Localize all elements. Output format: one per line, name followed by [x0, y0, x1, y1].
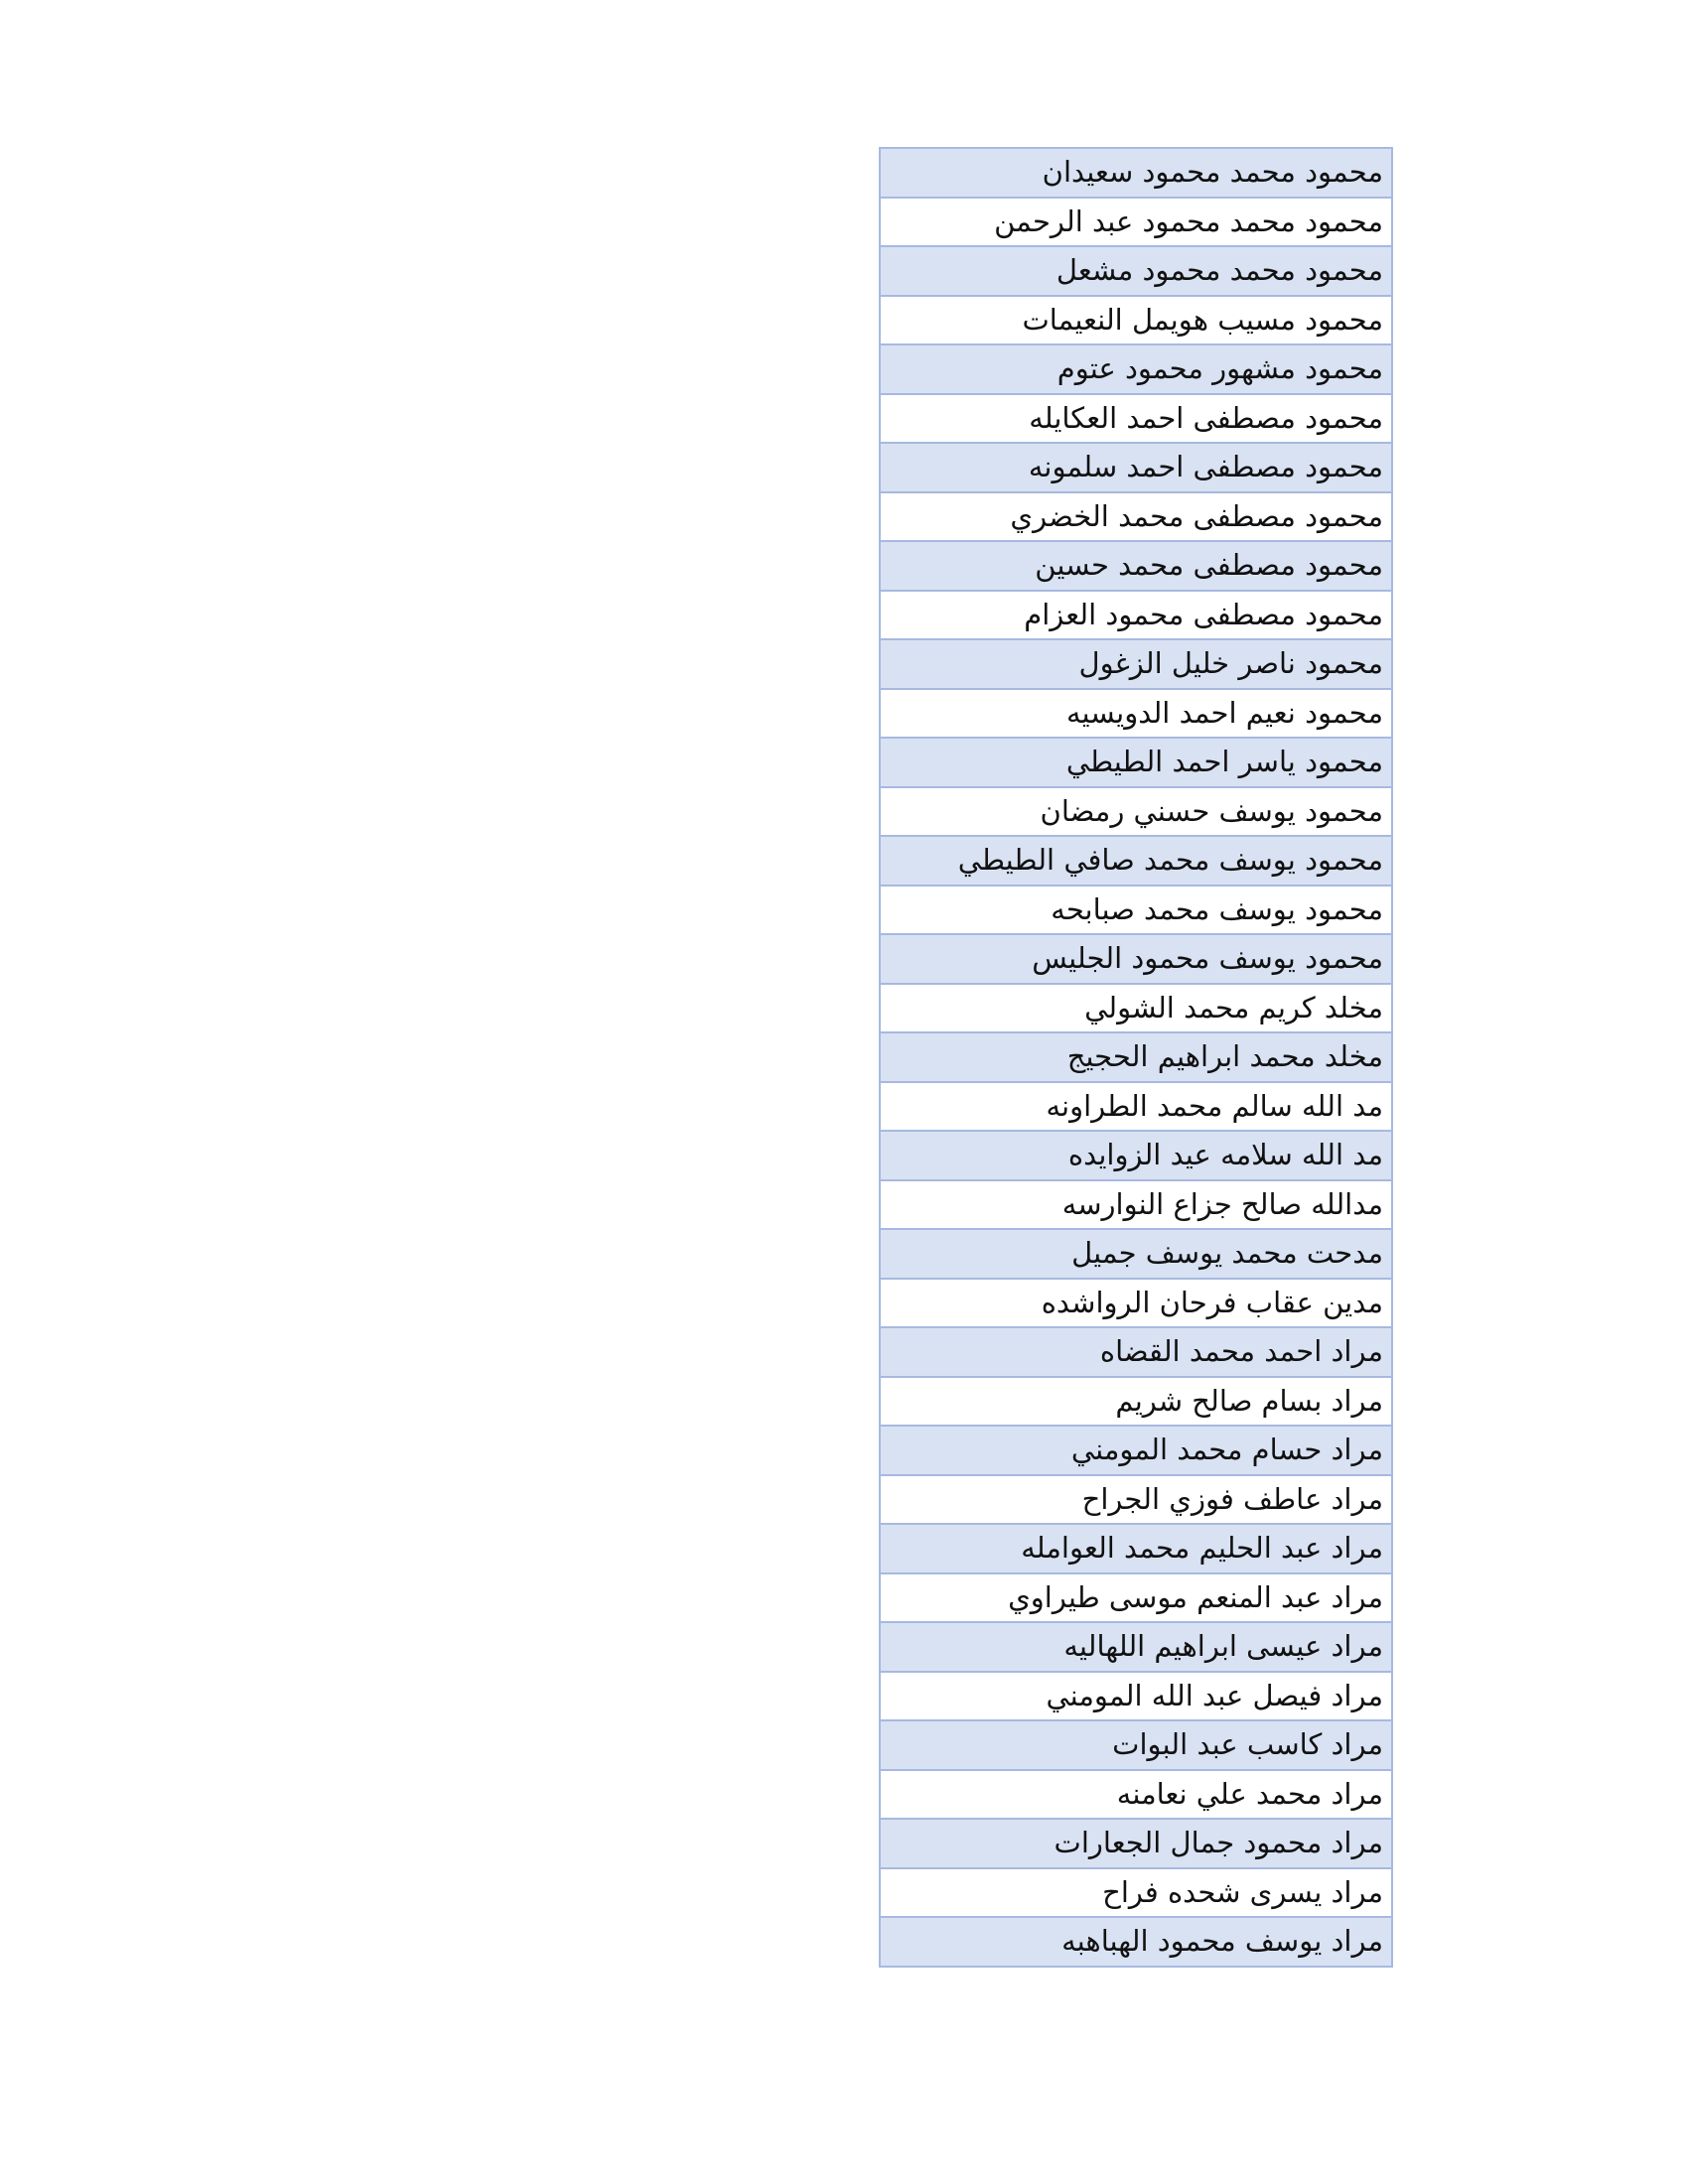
table-row	[880, 296, 1392, 345]
table-row	[880, 591, 1392, 640]
name-cell: محمود مصطفى محمد حسين	[880, 541, 1392, 591]
table-row	[880, 836, 1392, 886]
table-row	[880, 787, 1392, 837]
table-row	[880, 1868, 1392, 1918]
table-row	[880, 689, 1392, 739]
table-row	[880, 738, 1392, 787]
table-row	[880, 1426, 1392, 1475]
name-cell: مدالله صالح جزاع النوارسه	[880, 1180, 1392, 1230]
table-row	[880, 492, 1392, 542]
name-cell: محمود مصطفى محمود العزام	[880, 591, 1392, 640]
name-cell: مراد عبد المنعم موسى طيراوي	[880, 1573, 1392, 1623]
name-cell: مدين عقاب فرحان الرواشده	[880, 1279, 1392, 1328]
table-row	[880, 1082, 1392, 1132]
table-row	[880, 1573, 1392, 1623]
name-cell: محمود مصطفى محمد الخضري	[880, 492, 1392, 542]
table-row	[880, 1279, 1392, 1328]
name-cell: محمود مصطفى احمد العكايله	[880, 394, 1392, 444]
name-cell: مراد يسرى شحده فراح	[880, 1868, 1392, 1918]
name-cell: مراد عيسى ابراهيم اللهاليه	[880, 1622, 1392, 1672]
table-row	[880, 1672, 1392, 1721]
name-cell: محمود مصطفى احمد سلمونه	[880, 443, 1392, 492]
table-row	[880, 639, 1392, 689]
name-cell: مراد محمد علي نعامنه	[880, 1770, 1392, 1820]
name-cell: محمود نعيم احمد الدويسيه	[880, 689, 1392, 739]
table-row	[880, 443, 1392, 492]
name-cell: مراد عبد الحليم محمد العوامله	[880, 1524, 1392, 1573]
names-table	[879, 147, 1393, 1968]
name-cell: مراد يوسف محمود الهباهبه	[880, 1917, 1392, 1967]
name-cell: مد الله سلامه عيد الزوايده	[880, 1131, 1392, 1180]
table-row	[880, 198, 1392, 247]
name-cell: مخلد محمد ابراهيم الحجيج	[880, 1032, 1392, 1082]
table-row	[880, 1720, 1392, 1770]
name-cell: مراد احمد محمد القضاه	[880, 1327, 1392, 1377]
name-cell: محمود ناصر خليل الزغول	[880, 639, 1392, 689]
table-row	[880, 934, 1392, 984]
name-cell: مراد فيصل عبد الله المومني	[880, 1672, 1392, 1721]
name-cell: مراد بسام صالح شريم	[880, 1377, 1392, 1427]
name-cell: مراد محمود جمال الجعارات	[880, 1819, 1392, 1868]
name-cell: محمود يوسف حسني رمضان	[880, 787, 1392, 837]
table-row	[880, 344, 1392, 394]
name-cell: مراد كاسب عبد البوات	[880, 1720, 1392, 1770]
table-row	[880, 1819, 1392, 1868]
table-row	[880, 1475, 1392, 1525]
name-cell: مخلد كريم محمد الشولي	[880, 984, 1392, 1033]
name-cell: محمود محمد محمود مشعل	[880, 246, 1392, 296]
name-cell: مد الله سالم محمد الطراونه	[880, 1082, 1392, 1132]
table-row	[880, 1377, 1392, 1427]
table-row	[880, 886, 1392, 935]
table-row	[880, 1770, 1392, 1820]
name-cell: محمود يوسف محمود الجليس	[880, 934, 1392, 984]
name-cell: مدحت محمد يوسف جميل	[880, 1229, 1392, 1279]
table-row	[880, 1229, 1392, 1279]
table-row	[880, 984, 1392, 1033]
name-cell: محمود مشهور محمود عتوم	[880, 344, 1392, 394]
table-row	[880, 1180, 1392, 1230]
name-cell: محمود ياسر احمد الطيطي	[880, 738, 1392, 787]
table-row	[880, 1032, 1392, 1082]
name-cell: محمود يوسف محمد صافي الطيطي	[880, 836, 1392, 886]
table-row	[880, 1917, 1392, 1967]
name-cell: مراد حسام محمد المومني	[880, 1426, 1392, 1475]
table-row	[880, 1524, 1392, 1573]
name-cell: محمود مسيب هويمل النعيمات	[880, 296, 1392, 345]
table-row	[880, 246, 1392, 296]
name-cell: محمود يوسف محمد صبابحه	[880, 886, 1392, 935]
table-row	[880, 1131, 1392, 1180]
table-row	[880, 1622, 1392, 1672]
table-row	[880, 541, 1392, 591]
table-row	[880, 394, 1392, 444]
table-row	[880, 1327, 1392, 1377]
name-cell: محمود محمد محمود عبد الرحمن	[880, 198, 1392, 247]
table-row	[880, 148, 1392, 198]
name-cell: محمود محمد محمود سعيدان	[880, 148, 1392, 198]
name-cell: مراد عاطف فوزي الجراح	[880, 1475, 1392, 1525]
names-table-body	[880, 148, 1392, 1967]
